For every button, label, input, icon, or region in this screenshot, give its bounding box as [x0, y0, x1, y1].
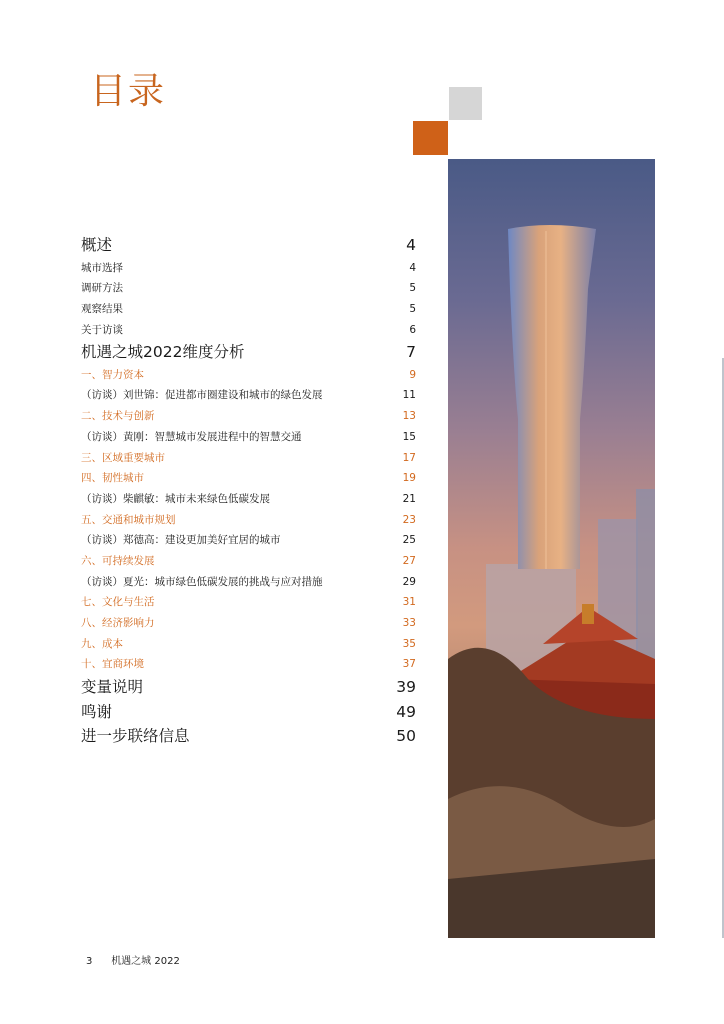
toc-entry-page: 19 [402, 472, 416, 485]
toc-entry-page: 29 [402, 575, 416, 588]
toc-entry[interactable] [81, 320, 416, 341]
footer-publication-title: 机遇之城 2022 [111, 956, 180, 967]
toc-entry[interactable] [81, 278, 416, 299]
toc-entry-label: 变量说明 [81, 678, 144, 697]
toc-entry-label: 关于访谈 [81, 323, 123, 336]
toc-entry-label: （访谈）柴麒敏：城市未来绿色低碳发展 [81, 492, 270, 505]
toc-entry-page: 5 [409, 302, 416, 315]
table-of-contents [81, 233, 416, 749]
toc-entry-page: 21 [402, 492, 416, 505]
toc-entry[interactable] [81, 613, 416, 634]
toc-entry[interactable] [81, 724, 416, 749]
toc-entry-label: （访谈）郑德高：建设更加美好宜居的城市 [81, 534, 281, 547]
toc-entry-label: 进一步联络信息 [81, 727, 190, 746]
toc-entry-page: 5 [409, 282, 416, 295]
toc-entry-page: 33 [402, 617, 416, 629]
toc-entry-label: 八、经济影响力 [81, 617, 155, 629]
toc-entry[interactable] [81, 427, 416, 448]
toc-entry-page: 11 [402, 389, 416, 402]
toc-entry-page: 13 [402, 410, 416, 423]
toc-entry-page: 7 [406, 343, 416, 362]
toc-entry-page: 15 [402, 430, 416, 443]
cover-photo [448, 159, 655, 938]
toc-entry-page: 50 [396, 727, 416, 746]
toc-entry-label: （访谈）黄刚：智慧城市发展进程中的智慧交通 [81, 430, 302, 443]
toc-entry-label: 六、可持续发展 [81, 554, 155, 567]
toc-entry-label: 一、智力资本 [81, 368, 144, 381]
toc-entry-page: 27 [402, 554, 416, 567]
toc-entry[interactable] [81, 385, 416, 406]
toc-entry-label: 九、成本 [81, 637, 123, 650]
toc-entry-label: 五、交通和城市规划 [81, 513, 176, 526]
page-title: 目录 [90, 71, 167, 112]
toc-entry[interactable] [81, 634, 416, 655]
toc-entry-page: 37 [402, 658, 416, 671]
toc-entry[interactable] [81, 530, 416, 551]
toc-entry-page: 31 [402, 596, 416, 609]
toc-entry[interactable] [81, 365, 416, 386]
toc-entry[interactable] [81, 551, 416, 572]
toc-entry-label: 城市选择 [81, 261, 123, 274]
toc-entry[interactable] [81, 700, 416, 725]
toc-entry-label: 机遇之城2022维度分析 [81, 343, 245, 362]
toc-entry-page: 4 [406, 236, 416, 254]
toc-entry-page: 17 [402, 451, 416, 464]
toc-entry-label: 调研方法 [81, 282, 123, 295]
toc-entry[interactable] [81, 654, 416, 675]
toc-entry[interactable] [81, 572, 416, 593]
toc-entry-label: 鸣谢 [81, 702, 113, 721]
gray-square-decoration [449, 87, 482, 120]
toc-entry-label: （访谈）夏光：城市绿色低碳发展的挑战与应对措施 [81, 575, 323, 588]
toc-entry[interactable] [81, 258, 416, 279]
toc-entry-label: 四、韧性城市 [81, 472, 144, 485]
toc-entry-label: 七、文化与生活 [81, 596, 155, 609]
toc-entry-page: 6 [409, 323, 416, 336]
toc-entry-page: 9 [409, 368, 416, 381]
toc-entry-page: 25 [402, 534, 416, 547]
toc-entry[interactable] [81, 448, 416, 469]
toc-entry-label: 三、区域重要城市 [81, 451, 165, 464]
toc-entry-label: 十、宜商环境 [81, 658, 144, 671]
toc-entry[interactable] [81, 406, 416, 427]
toc-entry-page: 23 [402, 513, 416, 526]
toc-entry[interactable] [81, 468, 416, 489]
toc-entry-page: 35 [402, 637, 416, 650]
toc-entry-label: 概述 [81, 236, 113, 254]
toc-entry-page: 39 [396, 678, 416, 697]
toc-entry-page: 4 [409, 261, 416, 274]
toc-entry[interactable] [81, 510, 416, 531]
toc-entry-label: 二、技术与创新 [81, 410, 155, 423]
toc-entry[interactable] [81, 592, 416, 613]
toc-entry-page: 49 [396, 702, 416, 721]
toc-entry[interactable] [81, 299, 416, 320]
toc-entry-label: 观察结果 [81, 302, 123, 315]
page-footer [86, 952, 180, 967]
toc-entry[interactable] [81, 489, 416, 510]
toc-entry[interactable] [81, 340, 416, 365]
orange-square-decoration [413, 121, 448, 155]
toc-entry-label: （访谈）刘世锦：促进都市圈建设和城市的绿色发展 [81, 389, 323, 402]
toc-entry[interactable] [81, 675, 416, 700]
footer-page-number: 3 [86, 956, 93, 967]
toc-entry[interactable] [81, 233, 416, 258]
